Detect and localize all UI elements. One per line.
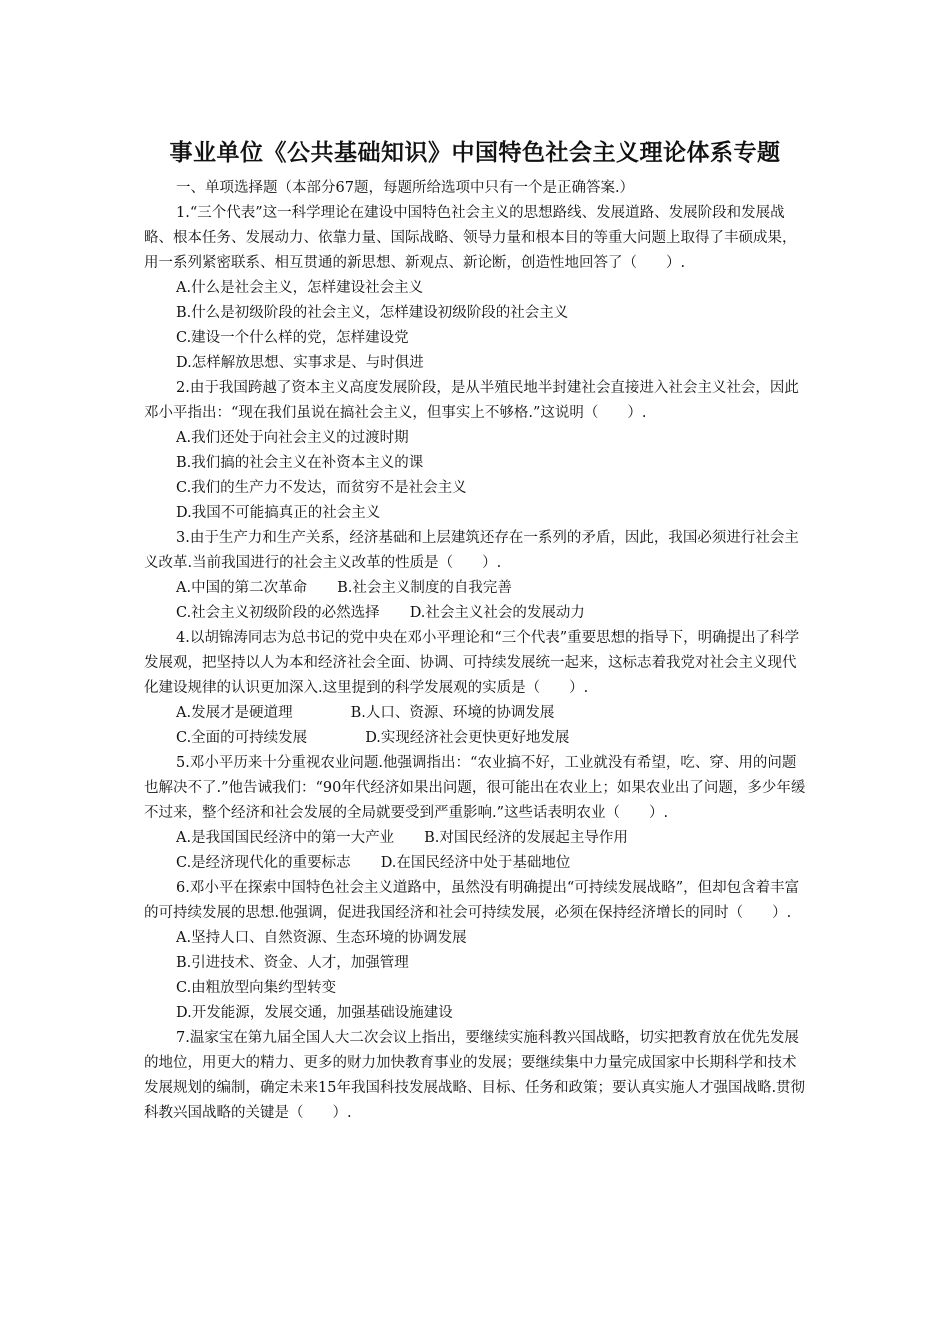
question-option: D.在国民经济中处于基础地位 [380, 855, 571, 871]
page-title: 事业单位《公共基础知识》中国特色社会主义理论体系专题 [169, 140, 781, 166]
question-stem: 5.邓小平历来十分重视农业问题.他强调指出：“农业搞不好，工业就没有希望，吃、穿、用的问题也解决不了.”他告诫我们：“90年代经济如果出问题，很可能出在农业上；如果农业出了问题，多少年缓不过来，整个经济和社会发展的全局就要受到严重影响.”这些话表明农业（ ）. [144, 755, 806, 821]
question-option: D.实现经济社会更快更好地发展 [365, 730, 570, 746]
question-option: B.对国民经济的发展起主导作用 [424, 830, 628, 846]
question-option-row [144, 726, 809, 751]
question-option: D.我国不可能搞真正的社会主义 [176, 505, 381, 521]
question-option-row [144, 826, 809, 851]
question-option-row [144, 851, 809, 876]
question-option: D.开发能源，发展交通，加强基础设施建设 [176, 1005, 453, 1021]
question-option: C.是经济现代化的重要标志 [176, 855, 351, 871]
question-option: D.社会主义社会的发展动力 [409, 605, 585, 621]
question-option: A.中国的第二次革命 [176, 580, 308, 596]
question-option: B.人口、资源、环境的协调发展 [350, 705, 555, 721]
question-option: C.建设一个什么样的党，怎样建设党 [176, 330, 409, 346]
section-heading: 一、单项选择题（本部分67题，每题所给选项中只有一个是正确答案.） [176, 180, 635, 196]
question-option-row [144, 576, 809, 601]
question-stem: 4.以胡锦涛同志为总书记的党中央在邓小平理论和“三个代表”重要思想的指导下，明确提出了科学发展观，把坚持以人为本和经济社会全面、协调、可持续发展统一起来，这标志着我党对社会主义现代化建设规律的认识更加深入.这里提到的科学发展观的实质是（ ）. [144, 630, 800, 696]
document-body [144, 176, 809, 1126]
question-option: A.我们还处于向社会主义的过渡时期 [176, 430, 409, 446]
question-stem: 1.“三个代表”这一科学理论在建设中国特色社会主义的思想路线、发展道路、发展阶段和发展战略、根本任务、发展动力、依靠力量、国际战略、领导力量和根本目的等重大问题上取得了丰硕成果，用一系列紧密联系、相互贯通的新思想、新观点、新论断，创造性地回答了（ ）. [144, 205, 797, 271]
question-option: B.什么是初级阶段的社会主义，怎样建设初级阶段的社会主义 [176, 305, 569, 321]
question-stem: 2.由于我国跨越了资本主义高度发展阶段，是从半殖民地半封建社会直接进入社会主义社会，因此邓小平指出：“现在我们虽说在搞社会主义，但事实上不够格.”这说明（ ）. [144, 380, 799, 421]
question-option: C.社会主义初级阶段的必然选择 [176, 605, 380, 621]
question-option: B.我们搞的社会主义在补资本主义的课 [176, 455, 424, 471]
question-stem: 6.邓小平在探索中国特色社会主义道路中，虽然没有明确提出“可持续发展战略”，但却包含着丰富的可持续发展的思想.他强调，促进我国经济和社会可持续发展，必须在保持经济增长的同时（ ）. [144, 880, 800, 921]
question-option: A.坚持人口、自然资源、生态环境的协调发展 [176, 930, 467, 946]
question-stem: 3.由于生产力和生产关系，经济基础和上层建筑还存在一系列的矛盾，因此，我国必须进行社会主义改革.当前我国进行的社会主义改革的性质是（ ）. [144, 530, 799, 571]
question-option: B.社会主义制度的自我完善 [337, 580, 512, 596]
question-option-row [144, 701, 809, 726]
question-option-row [144, 601, 809, 626]
question-option: B.引进技术、资金、人才，加强管理 [176, 955, 409, 971]
question-option: A.什么是社会主义，怎样建设社会主义 [176, 280, 424, 296]
question-option: A.是我国国民经济中的第一大产业 [176, 830, 395, 846]
question-option: A.发展才是硬道理 [176, 705, 293, 721]
question-option: C.由粗放型向集约型转变 [176, 980, 337, 996]
question-option: C.我们的生产力不发达，而贫穷不是社会主义 [176, 480, 467, 496]
question-option: C.全面的可持续发展 [176, 730, 308, 746]
question-option: D.怎样解放思想、实事求是、与时俱进 [176, 355, 424, 371]
question-stem: 7.温家宝在第九届全国人大二次会议上指出，要继续实施科教兴国战略，切实把教育放在优先发展的地位，用更大的精力、更多的财力加快教育事业的发展；要继续集中力量完成国家中长期科学和技术发展规划的编制，确定未来15年我国科技发展战略、目标、任务和政策；要认真实施人才强国战略.贯彻科教兴国战略的关键是（ ）. [144, 1030, 806, 1121]
